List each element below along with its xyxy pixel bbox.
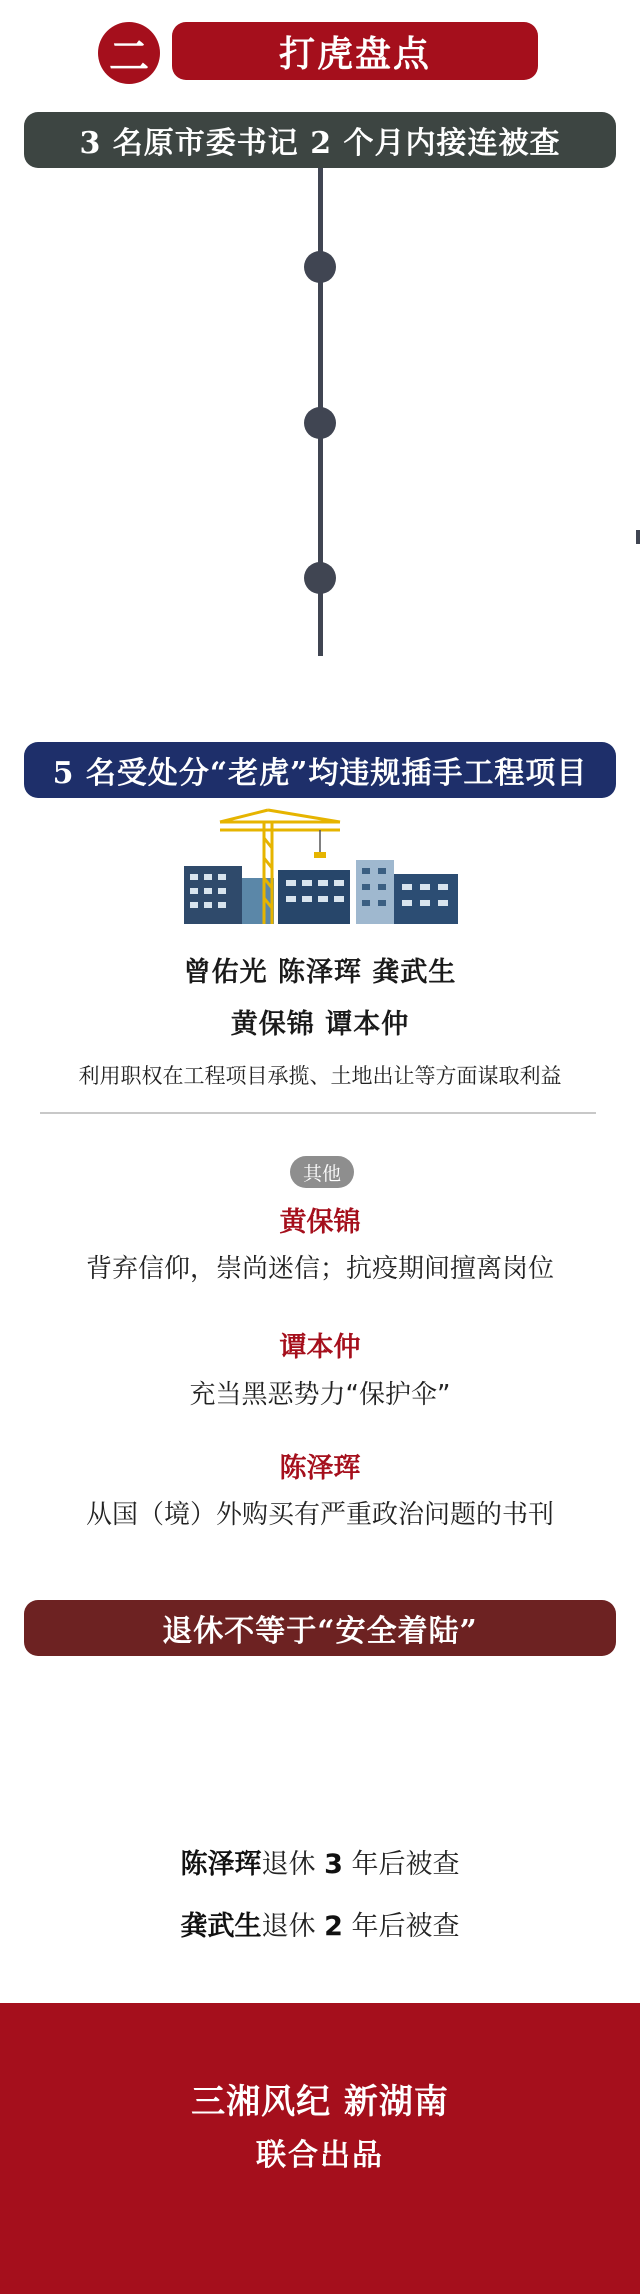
- officials-names-line-2: 黄保锦 谭本仲: [230, 1009, 410, 1040]
- violation-description: 从国（境）外购买有严重政治问题的书刊: [85, 1500, 554, 1530]
- violation-name: 谭本仲: [279, 1332, 361, 1363]
- section-number-badge: 二: [98, 22, 160, 84]
- retiree-name: 陈泽珲: [180, 1849, 262, 1880]
- timeline-dot: [304, 562, 336, 594]
- footer-subtitle: 联合出品: [256, 2138, 384, 2173]
- footer-title: 三湘风纪 新湖南: [191, 2082, 449, 2122]
- timeline-dot: [304, 251, 336, 283]
- edge-marker: [636, 530, 640, 544]
- retirement-line: [0, 1904, 640, 1943]
- violation-name: 黄保锦: [279, 1207, 361, 1238]
- violation-description: 充当黑恶势力“保护伞”: [189, 1380, 451, 1410]
- abuse-description: 利用职权在工程项目承揽、土地出让等方面谋取利益: [78, 1064, 562, 1088]
- retirement-text: 退休: [261, 1911, 316, 1942]
- divider: [40, 1112, 596, 1114]
- retirement-line: [0, 1842, 640, 1881]
- section-title: 打虎盘点: [172, 22, 538, 80]
- retirement-text: 年后被查: [351, 1849, 460, 1880]
- projects-banner: 5 名受处分“老虎”均违规插手工程项目: [24, 742, 616, 798]
- retirement-text: 年后被查: [351, 1911, 460, 1942]
- retirement-banner: 退休不等于“安全着陆”: [24, 1600, 616, 1656]
- retirement-years: 2: [324, 1911, 343, 1942]
- construction-crane-buildings-icon: [180, 808, 460, 928]
- retiree-name: 龚武生: [180, 1911, 262, 1942]
- timeline-banner: 3 名原市委书记 2 个月内接连被查: [24, 112, 616, 168]
- violation-description: 背弃信仰，崇尚迷信；抗疫期间擅离岗位: [85, 1254, 554, 1284]
- officials-names-line-1: 曾佑光 陈泽珲 龚武生: [183, 957, 457, 988]
- other-badge: 其他: [290, 1156, 354, 1188]
- timeline-dot: [304, 407, 336, 439]
- violation-name: 陈泽珲: [279, 1453, 361, 1484]
- retirement-years: 3: [324, 1849, 343, 1880]
- retirement-text: 退休: [261, 1849, 316, 1880]
